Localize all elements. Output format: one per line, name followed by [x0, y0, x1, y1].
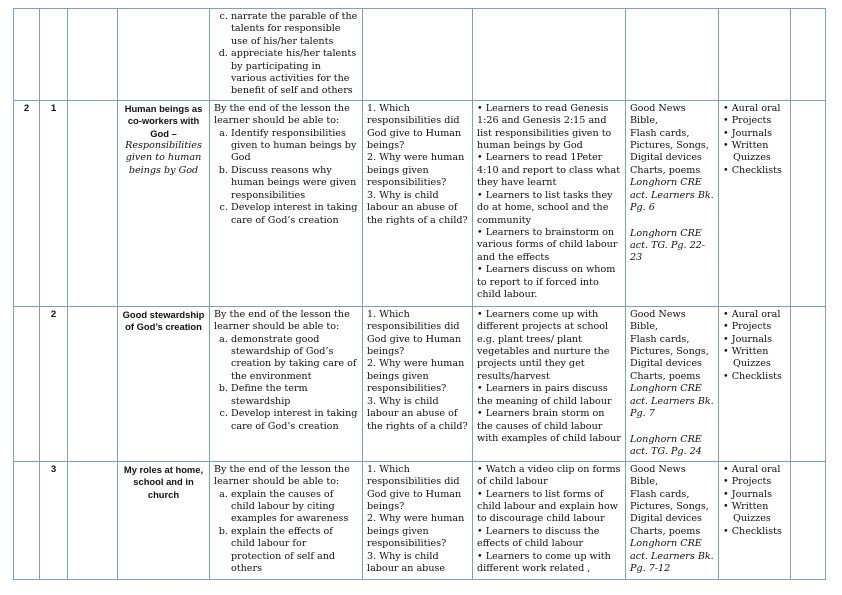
objective-item: c. Develop interest in taking care of God’s creation: [231, 202, 358, 227]
learning-experiences-cell: [473, 461, 626, 579]
objective-item: a. Identify responsibilities given to human beings by God: [231, 128, 358, 165]
experience-item: • Learners to list tasks they do at home, school and the community: [477, 190, 621, 227]
blank-cell: [68, 306, 118, 461]
experiences-list: [477, 464, 621, 576]
objectives-list: [214, 128, 358, 227]
assessment-item: • Projects: [723, 115, 786, 127]
objective-item: c. Develop interest in taking care of God’s creation: [231, 408, 358, 433]
assessment-list: [723, 309, 786, 383]
resource-item: Pictures, Songs,: [630, 140, 709, 152]
inquiry-question: 3. Why is child labour an abuse of the rights of a child?: [367, 395, 468, 432]
objectives-cell: [210, 100, 363, 306]
resources-cell: [626, 461, 719, 579]
objectives-list: [214, 11, 358, 98]
resources-cell: [626, 306, 719, 461]
resource-item: Digital devices: [630, 513, 702, 525]
assessment-item: • Aural oral: [723, 103, 786, 115]
objectives-list: [214, 489, 358, 576]
resource-reference: Longhorn CRE act. Learners Bk. Pg. 7: [630, 383, 714, 420]
resource-reference: Longhorn CRE act. TG. Pg. 24: [630, 433, 702, 457]
resource-item: Charts, poems: [630, 525, 701, 537]
assessment-list: [723, 103, 786, 177]
remarks-cell: [791, 461, 826, 579]
table-row: [14, 9, 826, 101]
assessment-cell: [719, 100, 791, 306]
objective-item: d. appreciate his/her talents by participating in various activities for the benefit of self and others: [231, 48, 358, 98]
resources-cell: [626, 100, 719, 306]
experiences-list: [477, 103, 621, 302]
objective-item: a. explain the causes of child labour by citing examples for awareness: [231, 489, 358, 526]
objectives-cell: [210, 9, 363, 101]
key-inquiry-cell: [363, 9, 473, 101]
week-cell: 2: [14, 100, 40, 306]
inquiry-question: 2. Why were human beings given responsibilities?: [367, 513, 465, 550]
experience-item: • Learners to read Genesis 1:26 and Genesis 2:15 and list responsibilities given to human beings by God: [477, 103, 621, 153]
experience-item: • Learners to list forms of child labour and explain how to discourage child labour: [477, 489, 621, 526]
resource-item: Good News Bible,: [630, 308, 686, 333]
resource-item: Pictures, Songs,: [630, 501, 709, 513]
resource-item: Digital devices: [630, 358, 702, 370]
lesson-cell: 1: [40, 100, 68, 306]
assessment-item: • Aural oral: [723, 309, 786, 321]
week-cell: [14, 9, 40, 101]
week-cell: [14, 461, 40, 579]
resource-item: Charts, poems: [630, 370, 701, 382]
assessment-item: • Projects: [723, 476, 786, 488]
objective-item: b. explain the effects of child labour for protection of self and others: [231, 526, 358, 576]
experience-item: • Learners brain storm on the causes of child labour with examples of child labour: [477, 408, 621, 445]
experience-item: • Learners to brainstorm on various forms of child labour and the effects: [477, 227, 621, 264]
experience-item: • Learners in pairs discuss the meaning of child labour: [477, 383, 621, 408]
assessment-item: • Journals: [723, 128, 786, 140]
topic-cell: [118, 100, 210, 306]
assessment-item: • Journals: [723, 334, 786, 346]
remarks-cell: [791, 100, 826, 306]
topic-title: My roles at home, school and in church: [123, 463, 204, 500]
resource-item: Flash cards,: [630, 333, 690, 345]
experience-item: • Watch a video clip on forms of child labour: [477, 464, 621, 489]
assessment-item: • Checklists: [723, 371, 786, 383]
topic-title: Human beings as co-workers with God –: [124, 102, 203, 139]
inquiry-question: 3. Why is child labour an abuse of the rights of a child?: [367, 189, 468, 226]
objective-item: a. demonstrate good stewardship of God’s creation by taking care of the environment: [231, 334, 358, 384]
remarks-cell: [791, 306, 826, 461]
key-inquiry-cell: [363, 100, 473, 306]
blank-cell: [68, 100, 118, 306]
key-inquiry-cell: [363, 461, 473, 579]
resource-item: Digital devices: [630, 152, 702, 164]
experience-item: • Learners to discuss the effects of child labour: [477, 526, 621, 551]
inquiry-question: 2. Why were human beings given responsibilities?: [367, 152, 465, 189]
assessment-cell: [719, 461, 791, 579]
resource-item: Good News Bible,: [630, 463, 686, 488]
inquiry-question: 1. Which responsibilities did God give to Human beings?: [367, 308, 462, 358]
resource-item: Charts, poems: [630, 164, 701, 176]
experience-item: • Learners to read 1Peter 4:10 and report to class what they have learnt: [477, 152, 621, 189]
table-row: [14, 461, 826, 579]
inquiry-question: 2. Why were human beings given responsibilities?: [367, 358, 465, 395]
inquiry-question: 3. Why is child labour an abuse: [367, 550, 446, 575]
table-row: [14, 100, 826, 306]
topic-cell: [118, 9, 210, 101]
assessment-cell: [719, 9, 791, 101]
topic-subtitle: Responsibilities given to human beings by God: [125, 140, 202, 176]
resource-reference: Longhorn CRE act. Learners Bk. Pg. 7-12: [630, 538, 714, 575]
assessment-list: [723, 464, 786, 538]
objective-item: c. narrate the parable of the talents for responsible use of his/her talents: [231, 11, 358, 48]
lesson-cell: [40, 9, 68, 101]
learning-experiences-cell: [473, 9, 626, 101]
resources-cell: [626, 9, 719, 101]
topic-title: Good stewardship of God’s creation: [122, 308, 205, 333]
assessment-item: • Checklists: [723, 165, 786, 177]
assessment-item: • Checklists: [723, 526, 786, 538]
assessment-item: • Written Quizzes: [723, 346, 786, 371]
objective-item: b. Define the term stewardship: [231, 383, 358, 408]
objectives-intro: By the end of the lesson the learner should be able to:: [214, 308, 350, 333]
experience-item: • Learners come up with different projects at school e.g. plant trees/ plant vegetables and nurture the projects until they get results/harvest: [477, 309, 621, 383]
experience-item: • Learners to come up with different work related ,: [477, 551, 621, 576]
blank-cell: [68, 461, 118, 579]
resource-item: Flash cards,: [630, 488, 690, 500]
assessment-item: • Journals: [723, 489, 786, 501]
scheme-of-work-table: [13, 8, 826, 580]
objective-item: b. Discuss reasons why human beings were given responsibilities: [231, 165, 358, 202]
resource-reference: Longhorn CRE act. TG. Pg. 22-23: [630, 227, 706, 264]
experience-item: • Learners discuss on whom to report to if forced into child labour.: [477, 264, 621, 301]
resource-item: Pictures, Songs,: [630, 346, 709, 358]
objectives-cell: [210, 461, 363, 579]
inquiry-question: 1. Which responsibilities did God give to Human beings?: [367, 463, 462, 513]
table-row: [14, 306, 826, 461]
assessment-item: • Aural oral: [723, 464, 786, 476]
lesson-cell: 3: [40, 461, 68, 579]
remarks-cell: [791, 9, 826, 101]
assessment-cell: [719, 306, 791, 461]
objectives-list: [214, 334, 358, 433]
learning-experiences-cell: [473, 306, 626, 461]
objectives-intro: By the end of the lesson the learner should be able to:: [214, 463, 350, 488]
assessment-item: • Written Quizzes: [723, 140, 786, 165]
assessment-item: • Written Quizzes: [723, 501, 786, 526]
topic-cell: [118, 306, 210, 461]
experiences-list: [477, 309, 621, 445]
objectives-intro: By the end of the lesson the learner should be able to:: [214, 102, 350, 127]
inquiry-question: 1. Which responsibilities did God give to Human beings?: [367, 102, 462, 152]
blank-cell: [68, 9, 118, 101]
assessment-item: • Projects: [723, 321, 786, 333]
key-inquiry-cell: [363, 306, 473, 461]
objectives-cell: [210, 306, 363, 461]
learning-experiences-cell: [473, 100, 626, 306]
week-cell: [14, 306, 40, 461]
lesson-cell: 2: [40, 306, 68, 461]
resource-item: Flash cards,: [630, 127, 690, 139]
resource-item: Good News Bible,: [630, 102, 686, 127]
topic-cell: [118, 461, 210, 579]
resource-reference: Longhorn CRE act. Learners Bk. Pg. 6: [630, 177, 714, 214]
